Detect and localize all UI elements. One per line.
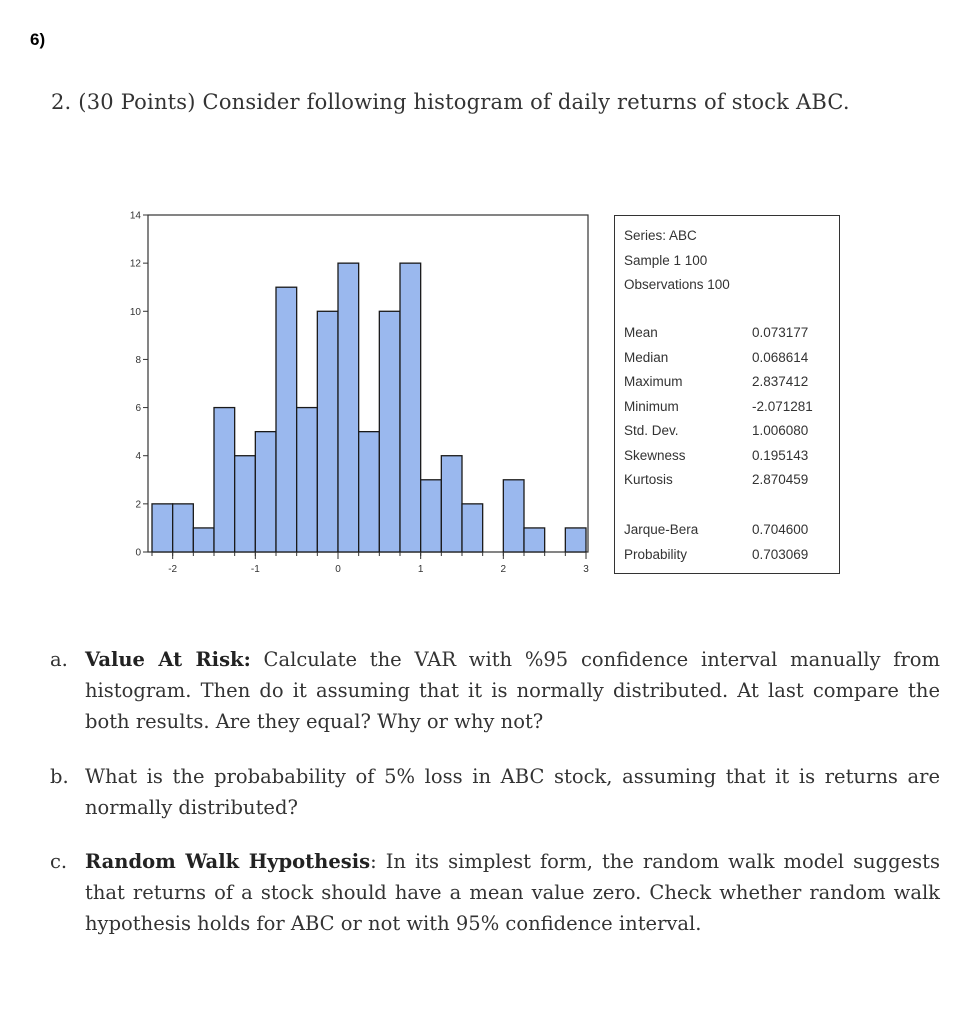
question-c-label: c. xyxy=(50,850,68,873)
histogram-bar xyxy=(421,480,442,552)
stat-label: Skewness xyxy=(624,447,686,463)
y-tick-label: 12 xyxy=(129,258,141,270)
stat-label: Probability xyxy=(624,546,688,562)
stat-value: 0.703069 xyxy=(752,546,809,562)
histogram-bar xyxy=(400,263,421,552)
histogram-bar xyxy=(173,504,194,552)
stat-value: 2.870459 xyxy=(752,472,809,487)
stats-row xyxy=(624,518,832,543)
histogram-bar xyxy=(317,311,338,552)
stat-value: 2.837412 xyxy=(752,374,809,389)
stat-label: Mean xyxy=(624,325,658,340)
histogram-bar xyxy=(276,287,297,552)
stats-table xyxy=(624,321,832,493)
stats-sample: Sample 1 100 xyxy=(624,252,708,268)
x-tick-label: 3 xyxy=(583,564,589,575)
stat-label: Kurtosis xyxy=(624,472,673,487)
stat-value: -2.071281 xyxy=(752,398,813,414)
stat-value: 0.068614 xyxy=(752,349,809,365)
question-a-text: Calculate the VAR with %95 confidence interval manually from histogram. Then do it assuming that it is normally distributed. At last compare the both results. Are they equal? Why or why not? xyxy=(85,648,940,733)
question-b xyxy=(50,761,940,823)
stat-label: Minimum xyxy=(624,398,679,414)
stats-row xyxy=(624,444,832,469)
question-b-label: b. xyxy=(50,765,69,788)
stats-table-tests xyxy=(624,518,832,567)
x-tick-label: 2 xyxy=(500,564,507,575)
y-tick-label: 6 xyxy=(135,403,141,415)
y-tick-label: 2 xyxy=(135,499,141,511)
x-tick-label: 0 xyxy=(335,564,341,575)
stats-row xyxy=(624,543,832,568)
histogram-bar xyxy=(297,408,318,552)
stat-label: Maximum xyxy=(624,374,683,389)
histogram-bar xyxy=(338,263,359,552)
y-tick-label: 4 xyxy=(135,451,141,463)
histogram-bar xyxy=(524,528,545,552)
stat-value: 0.704600 xyxy=(752,522,809,537)
question-c-text: : In its simplest form, the random walk model suggests that returns of a stock should have a mean value zero. Check whether random walk hypothesis holds for ABC or not with 95% confidence interval. xyxy=(85,850,940,935)
stats-observations: Observations 100 xyxy=(624,277,730,292)
question-b-text: What is the probabability of 5% loss in ABC stock, assuming that it is returns are normally distributed? xyxy=(85,765,940,819)
x-tick-label: -2 xyxy=(168,564,178,575)
stats-series: Series: ABC xyxy=(624,228,697,243)
x-tick-label: 1 xyxy=(417,564,424,575)
histogram-bar xyxy=(255,432,276,552)
question-a xyxy=(50,644,940,737)
y-tick-label: 10 xyxy=(129,306,141,318)
histogram-bar xyxy=(193,528,214,552)
question-a-label: a. xyxy=(50,648,68,671)
stat-value: 0.073177 xyxy=(752,325,809,340)
problem-header: 2. (30 Points) Consider following histogram of daily returns of stock ABC. xyxy=(51,90,850,114)
histogram-bar xyxy=(503,480,524,552)
stats-row xyxy=(624,370,832,395)
stat-label: Jarque-Bera xyxy=(624,522,699,537)
histogram-chart xyxy=(108,208,598,593)
y-tick-label: 14 xyxy=(129,210,141,222)
histogram-bar xyxy=(359,432,380,552)
histogram-bar xyxy=(462,504,483,552)
question-c-title: Random Walk Hypothesis xyxy=(85,850,371,873)
stats-panel xyxy=(614,215,840,574)
stat-label: Median xyxy=(624,349,669,365)
stat-value: 1.006080 xyxy=(752,423,809,438)
histogram-bar xyxy=(441,456,462,552)
stats-row xyxy=(624,468,832,493)
histogram-bar xyxy=(565,528,586,552)
question-c xyxy=(50,846,940,939)
stat-value: 0.195143 xyxy=(752,447,809,463)
question-a-title: Value At Risk: xyxy=(85,648,251,671)
stat-label: Std. Dev. xyxy=(624,423,679,438)
y-tick-label: 8 xyxy=(135,354,141,366)
y-tick-label: 0 xyxy=(135,547,141,559)
stats-row xyxy=(624,346,832,371)
stats-row xyxy=(624,419,832,444)
histogram-bar xyxy=(152,504,173,552)
histogram-bar xyxy=(379,311,400,552)
histogram-bar xyxy=(235,456,256,552)
stats-row xyxy=(624,321,832,346)
question-number: 6) xyxy=(30,30,46,49)
histogram-bar xyxy=(214,408,235,552)
stats-row xyxy=(624,395,832,420)
x-tick-label: -1 xyxy=(250,564,260,575)
